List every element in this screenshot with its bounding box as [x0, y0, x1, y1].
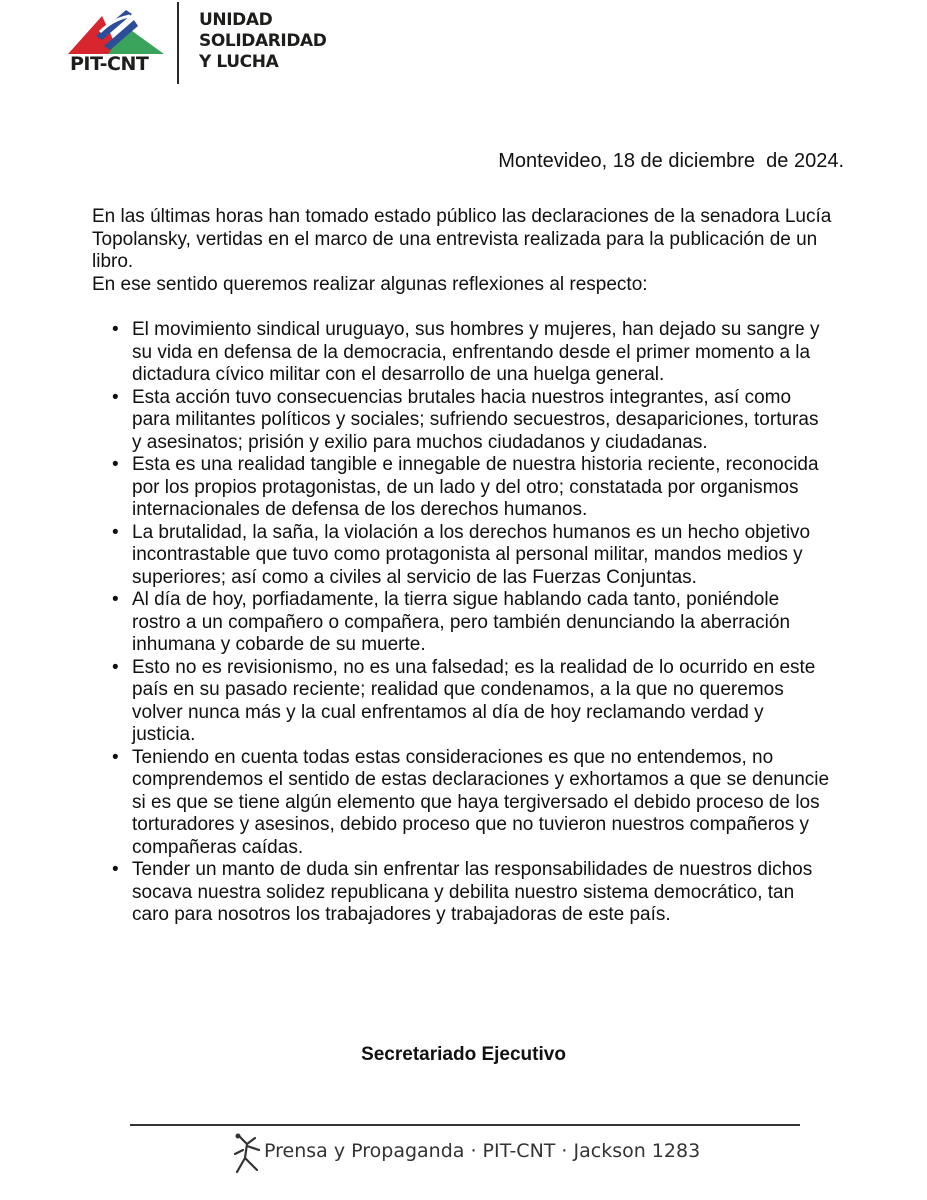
- intro-text: En las últimas horas han tomado estado público las declaraciones de la senadora Lucía Topolansky, vertidas en el marco de una entrevista realizada para la publicación de un libro.: [92, 206, 832, 272]
- list-item: • Esta acción tuvo consecuencias brutales hacia nuestros integrantes, así como para militantes políticos y sociales; sufriendo secuestros, desapariciones, torturas y asesinatos; prisión y exilio para muchos ciudadanos y ciudadanas.: [112, 387, 832, 455]
- letterhead: [66, 0, 366, 90]
- intro-paragraph: [92, 206, 852, 296]
- reflections-list: [112, 319, 832, 927]
- footer-divider: [130, 1124, 800, 1126]
- list-item: • Tender un manto de duda sin enfrentar las responsabilidades de nuestros dichos socava nuestra solidez republicana y debilita nuestro sistema democrático, tan caro para nosotros los trabajadores y trabajadoras de este país.: [112, 859, 832, 927]
- pit-cnt-logo-icon: [68, 6, 164, 56]
- slogan-line: Y LUCHA: [199, 52, 279, 72]
- list-item: • Esta es una realidad tangible e innegable de nuestra historia reciente, reconocida por los propios protagonistas, de un lado y del otro; constatada por organismos internacionales de defensa de los derechos humanos.: [112, 454, 832, 522]
- list-item: • El movimiento sindical uruguayo, sus hombres y mujeres, han dejado su sangre y su vida en defensa de la democracia, enfrentando desde el primer momento a la dictadura cívico militar con el desarrollo de una huelga general.: [112, 319, 832, 387]
- list-item: • Esto no es revisionismo, no es una falsedad; es la realidad de lo ocurrido en este país en su pasado reciente; realidad que condenamos, a la que no queremos volver nunca más y la cual enfrentamos al día de hoy reclamando verdad y justicia.: [112, 657, 832, 747]
- list-item: • La brutalidad, la saña, la violación a los derechos humanos es un hecho objetivo incontrastable que tuvo como protagonista al personal militar, mandos medios y superiores; así como a civiles al servicio de las Fuerzas Conjuntas.: [112, 522, 832, 590]
- figure-emblem-icon: [233, 1132, 263, 1176]
- slogan: [199, 10, 327, 73]
- intro-text: En ese sentido queremos realizar algunas reflexiones al respecto:: [92, 273, 648, 295]
- letter-date: Montevideo, 18 de diciembre de 2024.: [498, 150, 844, 172]
- slogan-line: SOLIDARIDAD: [199, 31, 327, 51]
- footer-text: Prensa y Propaganda · PIT-CNT · Jackson 1283: [264, 1140, 701, 1162]
- slogan-line: UNIDAD: [199, 10, 273, 30]
- list-item: • Teniendo en cuenta todas estas consideraciones es que no entendemos, no comprendemos el sentido de estas declaraciones y exhortamos a que se denuncie si es que se tiene algún elemento que haya tergiversado el debido proceso de los torturadores y asesinos, debido proceso que no tuvieron nuestros compañeros y compañeras caídas.: [112, 747, 832, 860]
- header-divider: [177, 2, 179, 84]
- list-item: • Al día de hoy, porfiadamente, la tierra sigue hablando cada tanto, poniéndole rostro a un compañero o compañera, pero también denunciando la aberración inhumana y cobarde de su muerte.: [112, 589, 832, 657]
- logo-text: PIT-CNT: [70, 53, 149, 75]
- signature: Secretariado Ejecutivo: [361, 1044, 566, 1065]
